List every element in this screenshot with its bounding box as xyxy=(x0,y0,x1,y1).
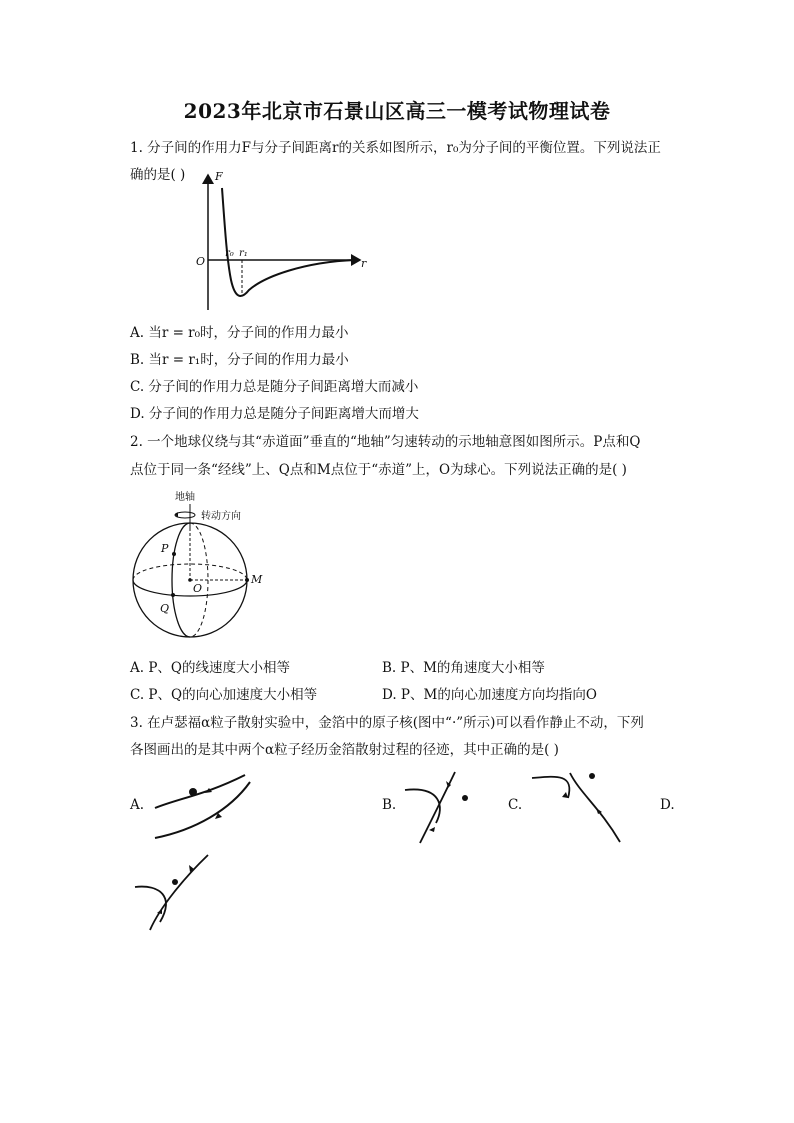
q1-option-c[interactable]: C. 分子间的作用力总是随分子间距离增大而减小 xyxy=(130,379,419,395)
q2-stem-line1: 2. 一个地球仪绕与其“赤道面”垂直的“地轴”匀速转动的示地轴意图如图所示。P点和Q xyxy=(130,434,641,450)
q3-figure-c xyxy=(530,768,625,846)
q2-label-q: Q xyxy=(160,602,170,615)
q1-r1-label: r₁ xyxy=(239,248,248,259)
q2-stem-line2: 点位于同一条“经线”上、Q点和M点位于“赤道”上，O为球心。下列说法正确的是( ) xyxy=(130,462,627,478)
q3-figure-a xyxy=(150,770,260,845)
q2-point-p xyxy=(172,552,176,556)
q2-point-q xyxy=(171,593,175,597)
q2-axis-label: 地轴 xyxy=(175,492,195,503)
q1-option-b[interactable]: B. 当r = r₁时，分子间的作用力最小 xyxy=(130,352,349,368)
q2-label-p: P xyxy=(161,542,169,555)
q1-f-axis-label: F xyxy=(215,170,223,183)
q2-label-m: M xyxy=(251,573,263,586)
q3-b-track-upper xyxy=(405,789,440,823)
q3-figure-d xyxy=(130,852,215,932)
q3-option-a[interactable]: A. xyxy=(130,797,145,813)
q3-stem-line2: 各图画出的是其中两个α粒子经历金箔散射过程的径迹，其中正确的是( ) xyxy=(130,742,559,758)
q3-b-nucleus xyxy=(462,795,468,801)
q2-option-d[interactable]: D. P、M的向心加速度方向均指向O xyxy=(382,687,597,703)
q3-c-nucleus xyxy=(589,773,595,779)
q2-meridian-front xyxy=(172,523,190,637)
q2-point-o xyxy=(188,578,192,582)
q2-globe-diagram xyxy=(125,488,270,648)
q3-c-track-lower xyxy=(570,773,620,842)
q3-option-d[interactable]: D. xyxy=(660,797,675,813)
q1-option-d[interactable]: D. 分子间的作用力总是随分子间距离增大而增大 xyxy=(130,406,419,422)
q3-figure-b xyxy=(400,768,480,846)
q1-force-curve xyxy=(222,188,355,296)
q1-stem-line2: 确的是( ) xyxy=(130,167,186,183)
q3-d-nucleus xyxy=(172,879,178,885)
q2-equator-back xyxy=(133,564,247,580)
q2-option-c[interactable]: C. P、Q的向心加速度大小相等 xyxy=(130,687,318,703)
q1-r-axis-label: r xyxy=(361,257,367,270)
q3-stem-line1: 3. 在卢瑟福α粒子散射实验中，金箔中的原子核(图中“·”所示)可以看作静止不动，下列 xyxy=(130,715,644,731)
q1-option-a[interactable]: A. 当r = r₀时，分子间的作用力最小 xyxy=(130,325,349,341)
q3-d-track-lower xyxy=(150,855,208,930)
q2-option-a[interactable]: A. P、Q的线速度大小相等 xyxy=(130,660,290,676)
q3-option-b[interactable]: B. xyxy=(382,797,397,813)
q3-b-track-lower xyxy=(420,772,455,843)
q3-a-track-outer xyxy=(155,782,250,838)
q2-label-o: O xyxy=(193,582,203,595)
q1-r0-label: r₀ xyxy=(225,248,234,259)
q2-equator-front xyxy=(133,580,247,596)
q2-point-m xyxy=(245,578,249,582)
q1-origin-label: O xyxy=(196,255,206,268)
q2-rotation-label: 转动方向 xyxy=(201,511,241,522)
q1-stem-line1: 1. 分子间的作用力F与分子间距离r的关系如图所示，r₀为分子间的平衡位置。下列说法正 xyxy=(130,140,661,156)
q3-d-track-upper xyxy=(135,887,166,922)
page-title: 2023年北京市石景山区高三一模考试物理试卷 xyxy=(183,99,611,123)
q2-option-b[interactable]: B. P、M的角速度大小相等 xyxy=(382,660,545,676)
q1-force-distance-graph xyxy=(195,170,375,315)
q3-option-c[interactable]: C. xyxy=(508,797,523,813)
